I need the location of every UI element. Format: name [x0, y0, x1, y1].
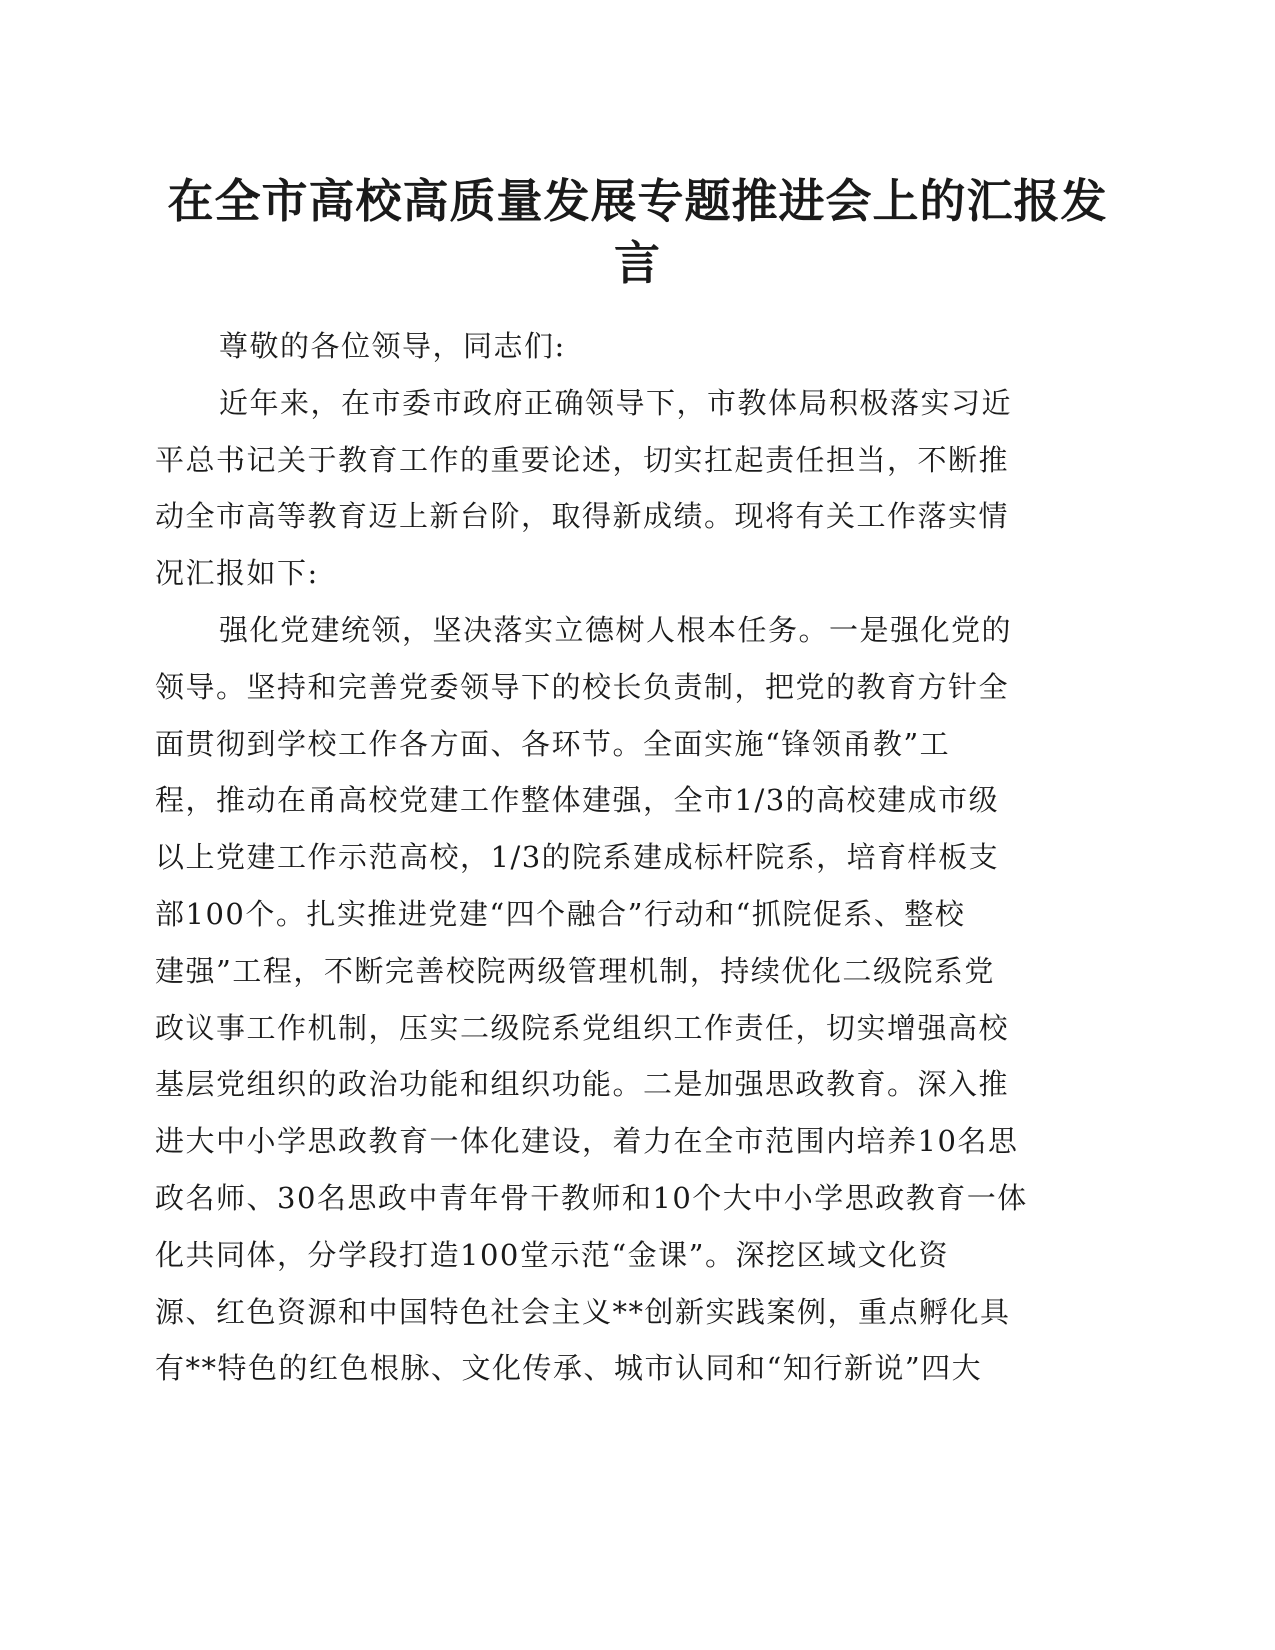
paragraph-line: 建强”工程，不断完善校院两级管理机制，持续优化二级院系党	[155, 953, 995, 988]
title-line-1: 在全市高校高质量发展专题推进会上的汇报发	[167, 174, 1108, 228]
paragraph-line: 强化党建统领，坚决落实立德树人根本任务。一是强化党的	[219, 612, 1013, 647]
paragraph-line: 有**特色的红色根脉、文化传承、城市认同和“知行新说”四大	[155, 1351, 983, 1386]
paragraph-line: 源、红色资源和中国特色社会主义**创新实践案例，重点孵化具	[155, 1294, 1011, 1329]
salutation: 尊敬的各位领导，同志们:	[219, 329, 566, 363]
document-body	[155, 318, 1120, 1397]
title-line-2: 言	[614, 236, 661, 290]
paragraph-line: 政名师、30名思政中青年骨干教师和10个大中小学思政教育一体	[155, 1180, 1028, 1215]
paragraph-line: 政议事工作机制，压实二级院系党组织工作责任，切实增强高校	[155, 1010, 1010, 1045]
paragraph-line: 部100个。扎实推进党建“四个融合”行动和“抓院促系、整校	[155, 896, 966, 931]
paragraph-line: 以上党建工作示范高校，1/3的院系建成标杆院系，培育样板支	[155, 840, 1000, 875]
paragraph-line: 领导。坚持和完善党委领导下的校长负责制，把党的教育方针全	[155, 669, 1010, 704]
paragraph-line: 面贯彻到学校工作各方面、各环节。全面实施“锋领甬教”工	[155, 726, 951, 761]
paragraph-line: 近年来，在市委市政府正确领导下，市教体局积极落实习近	[219, 385, 1013, 420]
paragraph-line: 基层党组织的政治功能和组织功能。二是加强思政教育。深入推	[155, 1067, 1010, 1102]
paragraph-line: 动全市高等教育迈上新台阶，取得新成绩。现将有关工作落实情	[155, 499, 1010, 534]
paragraph-line: 平总书记关于教育工作的重要论述，切实扛起责任担当，不断推	[155, 442, 1010, 477]
document-title	[150, 170, 1125, 294]
paragraph-line: 进大中小学思政教育一体化建设，着力在全市范围内培养10名思	[155, 1124, 1019, 1159]
paragraph-line: 化共同体，分学段打造100堂示范“金课”。深挖区域文化资	[155, 1237, 950, 1272]
paragraph-line: 况汇报如下:	[155, 556, 319, 591]
paragraph-line: 程，推动在甬高校党建工作整体建强，全市1/3的高校建成市级	[155, 783, 1000, 818]
